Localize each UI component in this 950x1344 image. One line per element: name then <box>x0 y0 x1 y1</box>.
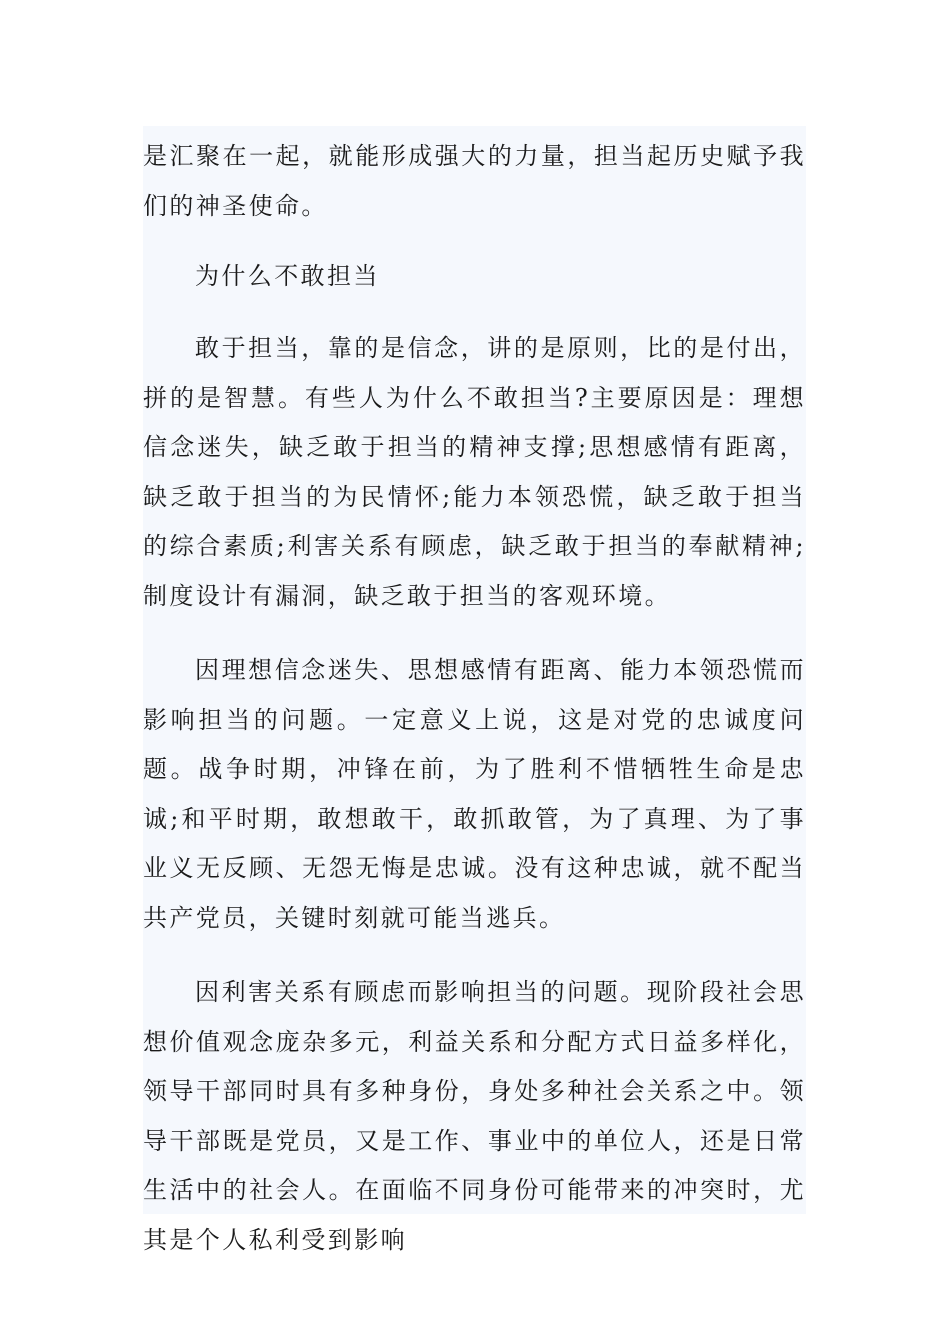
paragraph-continuation: 是汇聚在一起，就能形成强大的力量，担当起历史赋予我们的神圣使命。 <box>143 142 806 220</box>
paragraph-loyalty: 因理想信念迷失、思想感情有距离、能力本领恐慌而影响担当的问题。一定意义上说，这是对党的忠诚度问题。战争时期，冲锋在前，为了胜利不惜牺牲生命是忠诚;和平时期，敢想敢干，敢抓敢管，为了真理、为了事业义无反顾、无怨无悔是忠诚。没有这种忠诚，就不配当共产党员，关键时刻就可能当逃兵。 <box>143 656 806 932</box>
section-heading: 为什么不敢担当 <box>195 262 380 290</box>
document-body <box>143 126 806 1254</box>
paragraph-interests: 因利害关系有顾虑而影响担当的问题。现阶段社会思想价值观念庞杂多元，利益关系和分配方式日益多样化，领导干部同时具有多种身份，身处多种社会关系之中。领导干部既是党员，又是工作、事业中的单位人，还是日常生活中的社会人。在面临不同身份可能带来的冲突时，尤其是个人私利受到影响 <box>143 978 806 1254</box>
paragraph-reasons: 敢于担当，靠的是信念，讲的是原则，比的是付出，拼的是智慧。有些人为什么不敢担当?主要原因是：理想信念迷失，缺乏敢于担当的精神支撑;思想感情有距离，缺乏敢于担当的为民情怀;能力本领恐慌，缺乏敢于担当的综合素质;利害关系有顾虑，缺乏敢于担当的奉献精神;制度设计有漏洞，缺乏敢于担当的客观环境。 <box>143 334 806 610</box>
